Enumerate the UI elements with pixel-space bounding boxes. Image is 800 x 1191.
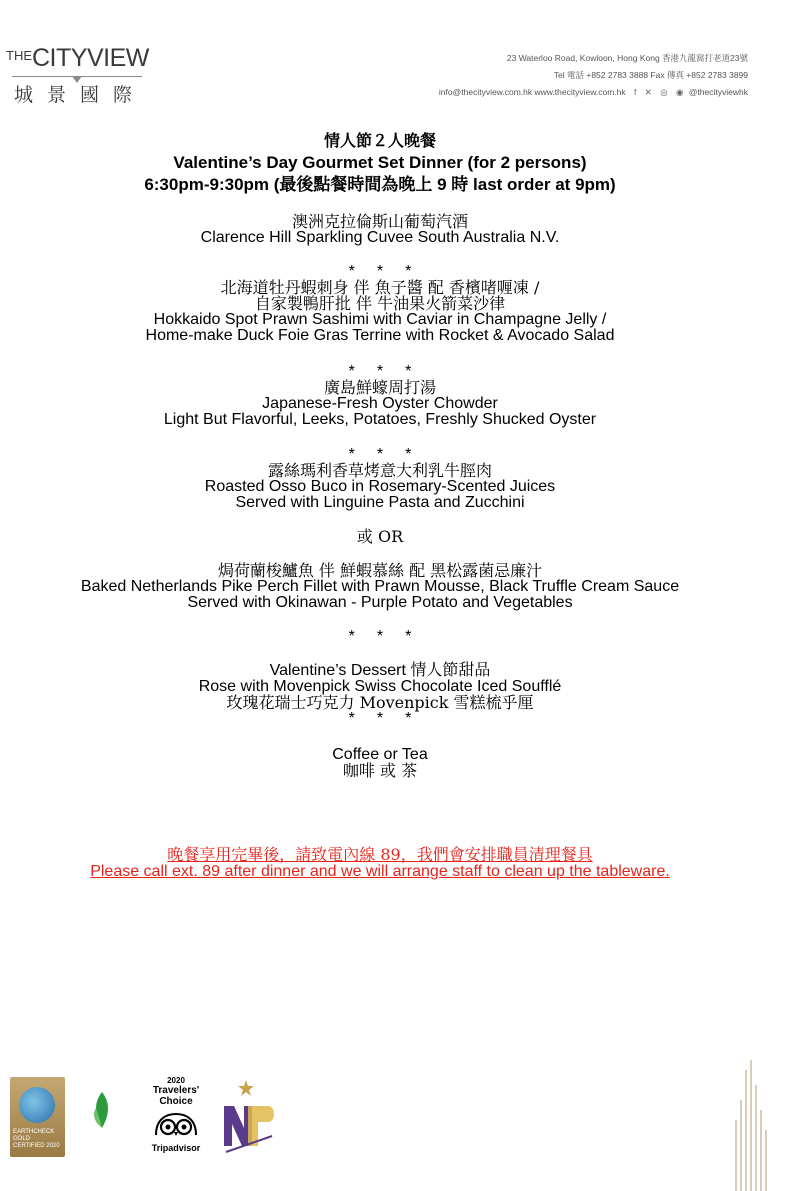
cityview-logo [6, 44, 149, 106]
menu [0, 130, 760, 779]
stars-divider: *** [348, 628, 434, 645]
notice-cn: 晚餐享用完畢後，請致電內線 89，我們會安排職員清理餐具 [167, 845, 593, 864]
course-line: 廣島鮮蠔周打湯 [323, 378, 436, 397]
logo-chinese-name: 城景國際 [14, 84, 147, 106]
course-line: 咖啡 或 茶 [342, 761, 418, 780]
course-line: 露絲瑪利香草烤意大利乳牛脛肉 [267, 461, 492, 480]
earthcheck-text [13, 1129, 62, 1150]
course-appetizer [0, 280, 760, 344]
contact-block [439, 50, 748, 101]
stars-divider: *** [348, 710, 434, 727]
course-line: Rose with Movenpick Swiss Chocolate Iced Soufflé [198, 678, 562, 695]
course-line: 澳洲克拉倫斯山葡萄汽酒 [291, 212, 468, 231]
stars-divider: *** [348, 263, 434, 280]
course-line: Served with Linguine Pasta and Zucchini [235, 494, 525, 511]
leaf-icon [90, 1090, 114, 1130]
notice-en: Please call ext. 89 after dinner and we will arrange staff to clean up the tableware. [90, 863, 670, 880]
tripadvisor-badge [145, 1076, 207, 1156]
course-line: Coffee or Tea [332, 746, 428, 763]
course-line: Light But Flavorful, Leeks, Potatoes, Freshly Shucked Oyster [163, 411, 597, 428]
social-handle[interactable]: @thecityviewhk [688, 87, 748, 97]
menu-title-en: Valentine’s Day Gourmet Set Dinner (for 2 persons) [173, 153, 587, 172]
course-line: Hokkaido Spot Prawn Sashimi with Caviar in Champagne Jelly / [153, 311, 607, 328]
course-line: 或 OR [356, 527, 404, 546]
ta-brand: Tripadvisor [151, 1143, 201, 1153]
course-line: 北海道牡丹蝦刺身 伴 魚子醬 配 香檳啫喱凍 / [220, 278, 540, 297]
course-line: Baked Netherlands Pike Perch Fillet with Prawn Mousse, Black Truffle Cream Sauce [80, 578, 680, 595]
course-line: Clarence Hill Sparkling Cuvee South Australia N.V. [200, 229, 560, 246]
course-line: Valentine’s Dessert 情人節甜品 [269, 662, 491, 679]
logo-city: CITYVIEW [32, 44, 149, 72]
menu-title-cn: 情人節２人晚餐 [323, 131, 436, 150]
course-line: Japanese-Fresh Oyster Chowder [262, 395, 498, 412]
stars-divider: *** [348, 446, 434, 463]
social-icons[interactable]: f ✕ ◎ ◉ [634, 87, 687, 97]
email-website[interactable]: info@thecityview.com.hk www.thecityview.com.hk [438, 87, 626, 97]
course-main-2 [0, 563, 760, 611]
menu-time: 6:30pm-9:30pm (最後點餐時間為晚上 9 時 last order at 9pm) [144, 175, 616, 194]
course-line: Served with Okinawan - Purple Potato and Vegetables [187, 594, 573, 611]
address: 23 Waterloo Road, Kowloon, Hong Kong 香港九龍窩打老道23號 [506, 53, 748, 63]
globe-icon [19, 1087, 55, 1123]
tel-fax: Tel 電話 +852 2783 3888 Fax 傳真 +852 2783 3899 [553, 70, 748, 80]
course-line: Roasted Osso Buco in Rosemary-Scented Juices [204, 478, 556, 495]
course-dessert [0, 663, 760, 711]
course-line: 玫瑰花瑞士巧克力 Movenpick 雪糕梳乎厘 [226, 693, 534, 712]
web-row [439, 84, 748, 101]
earthcheck-badge [10, 1077, 65, 1157]
logo-wordmark [6, 44, 149, 73]
course-beverage [0, 747, 760, 779]
stars-divider: *** [348, 363, 434, 380]
course-line: 焗荷蘭梭鱸魚 伴 鮮蝦慕絲 配 黑松露菌忌廉汁 [217, 561, 543, 580]
course-sparkling [0, 214, 760, 246]
environment-award-badge [72, 1088, 134, 1158]
logo-the: THE [6, 48, 32, 63]
course-main-1 [0, 463, 760, 511]
ta-line1: Travelers' [152, 1085, 200, 1096]
course-line: Home-make Duck Foie Gras Terrine with Rocket & Avocado Salad [145, 327, 615, 344]
earthcheck-label: EARTHCHECK [13, 1129, 55, 1135]
ta-year: 2020 [167, 1076, 185, 1085]
decorative-lines [700, 1060, 800, 1191]
owl-icon [153, 1110, 199, 1138]
ta-line2: Choice [159, 1096, 193, 1107]
tableware-notice [0, 846, 760, 880]
or-separator [0, 529, 760, 545]
earthcheck-sub: GOLD CERTIFIED 2020 [13, 1136, 60, 1149]
manpower-badge [218, 1076, 280, 1158]
course-soup [0, 380, 760, 428]
course-line: 自家製鴨肝批 伴 牛油果火箭菜沙律 [254, 294, 506, 313]
